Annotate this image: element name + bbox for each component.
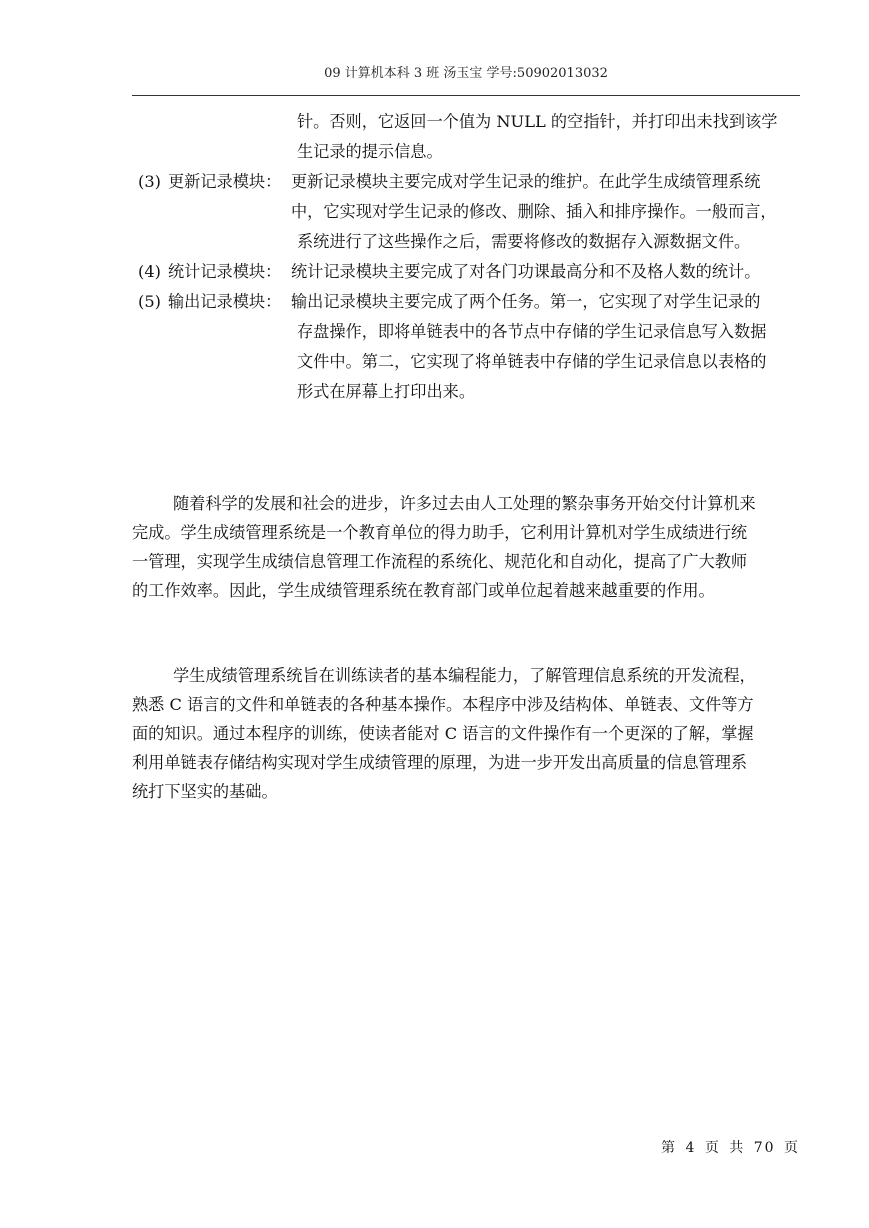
list-continuation-line: 针。否则，它返回一个值为 NULL 的空指针，并打印出未找到该学 xyxy=(297,112,778,131)
list-item-line: 存盘操作，即将单链表中的各节点中存储的学生记录信息写入数据 xyxy=(297,322,767,341)
paragraph-line: 学生成绩管理系统旨在训练读者的基本编程能力，了解管理信息系统的开发流程， xyxy=(173,666,756,685)
list-item-number: (4) xyxy=(138,262,161,281)
paragraph-line: 面的知识。通过本程序的训练，使读者能对 C 语言的文件操作有一个更深的了解，掌握 xyxy=(132,724,754,743)
paragraph-line: 随着科学的发展和社会的进步，许多过去由人工处理的繁杂事务开始交付计算机来 xyxy=(173,494,756,513)
paragraph-line: 统打下坚实的基础。 xyxy=(132,782,278,801)
paragraph-line: 熟悉 C 语言的文件和单链表的各种基本操作。本程序中涉及结构体、单链表、文件等方 xyxy=(132,695,754,714)
page-header: 09 计算机本科 3 班 汤玉宝 学号:50902013032 xyxy=(324,66,608,81)
paragraph-line: 利用单链表存储结构实现对学生成绩管理的原理，为进一步开发出高质量的信息管理系 xyxy=(132,753,748,772)
paragraph-line: 的工作效率。因此，学生成绩管理系统在教育部门或单位起着越来越重要的作用。 xyxy=(132,581,715,600)
list-item-number: (3) xyxy=(138,172,161,191)
list-continuation-line: 生记录的提示信息。 xyxy=(297,142,443,161)
list-item-label: 输出记录模块： xyxy=(168,292,282,311)
header-rule xyxy=(132,95,800,96)
list-item-line: 输出记录模块主要完成了两个任务。第一，它实现了对学生记录的 xyxy=(291,292,761,311)
list-item-line: 中，它实现对学生记录的修改、删除、插入和排序操作。一般而言， xyxy=(291,202,777,221)
list-item-line: 文件中。第二，它实现了将单链表中存储的学生记录信息以表格的 xyxy=(297,352,767,371)
list-item-line: 形式在屏幕上打印出来。 xyxy=(297,382,476,401)
paragraph-line: 完成。学生成绩管理系统是一个教育单位的得力助手，它利用计算机对学生成绩进行统 xyxy=(132,523,748,542)
list-item-line: 更新记录模块主要完成对学生记录的维护。在此学生成绩管理系统 xyxy=(291,172,761,191)
page-number-footer: 第 4 页 共 70 页 xyxy=(661,1140,800,1156)
list-item-label: 统计记录模块： xyxy=(168,262,282,281)
list-item-line: 系统进行了这些操作之后，需要将修改的数据存入源数据文件。 xyxy=(297,232,751,251)
list-item-number: (5) xyxy=(138,292,161,311)
paragraph-line: 一管理，实现学生成绩信息管理工作流程的系统化、规范化和自动化，提高了广大教师 xyxy=(132,552,748,571)
list-item-line: 统计记录模块主要完成了对各门功课最高分和不及格人数的统计。 xyxy=(291,262,761,281)
list-item-label: 更新记录模块： xyxy=(168,172,282,191)
